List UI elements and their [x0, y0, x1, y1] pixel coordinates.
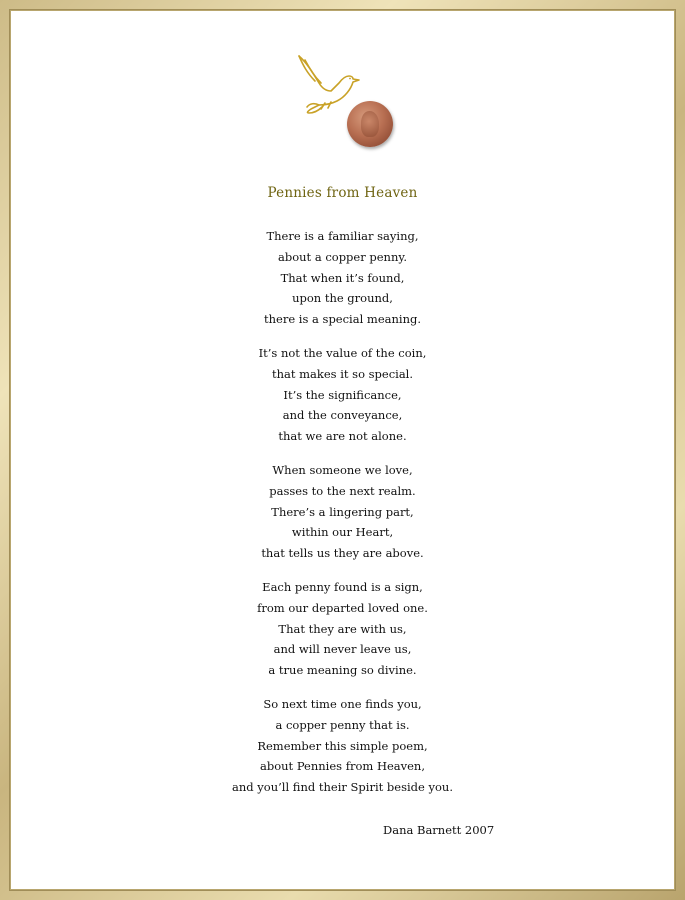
- poem-line: there is a special meaning.: [264, 312, 421, 327]
- poem-line: Remember this simple poem,: [257, 738, 428, 753]
- poem-title: Pennies from Heaven: [267, 185, 418, 201]
- poem-line: about Pennies from Heaven,: [260, 759, 425, 774]
- poem-line: It’s the significance,: [283, 387, 402, 402]
- poem-line: upon the ground,: [292, 291, 393, 306]
- stanza-2: [11, 343, 674, 447]
- poem-body: [11, 226, 674, 811]
- poem-line: and you’ll find their Spirit beside you.: [232, 780, 453, 795]
- poem-line: and the conveyance,: [282, 408, 403, 423]
- frame-inner-border: [9, 9, 676, 891]
- poem-line: There is a familiar saying,: [266, 229, 419, 243]
- lincoln-profile: [361, 111, 379, 137]
- poem-line: a true meaning so divine.: [268, 663, 417, 678]
- poem-line: that makes it so special.: [271, 366, 414, 381]
- poem-line: passes to the next realm.: [269, 483, 416, 498]
- poem-line: that we are not alone.: [278, 429, 407, 444]
- author-signature: Dana Barnett 2007: [383, 823, 495, 837]
- poem-line: So next time one finds you,: [263, 696, 422, 711]
- poem-line: about a copper penny.: [278, 249, 407, 264]
- poem-line: There’s a lingering part,: [271, 504, 414, 519]
- poem-line: that tells us they are above.: [261, 546, 424, 561]
- poem-page: [11, 11, 674, 889]
- stanza-1: [11, 226, 674, 330]
- poem-line: Each penny found is a sign,: [262, 579, 423, 594]
- poem-line: and will never leave us,: [273, 642, 412, 657]
- poem-line: When someone we love,: [272, 462, 413, 477]
- poem-line: It’s not the value of the coin,: [258, 345, 427, 360]
- poem-line: from our departed loved one.: [257, 600, 428, 615]
- poem-line: a copper penny that is.: [275, 717, 410, 732]
- poem-line: That they are with us,: [278, 621, 407, 636]
- stanza-5: [11, 694, 674, 798]
- poem-line: within our Heart,: [291, 525, 394, 540]
- poem-line: That when it’s found,: [280, 270, 405, 285]
- penny-coin: [347, 101, 393, 147]
- stanza-4: [11, 577, 674, 681]
- stanza-3: [11, 460, 674, 564]
